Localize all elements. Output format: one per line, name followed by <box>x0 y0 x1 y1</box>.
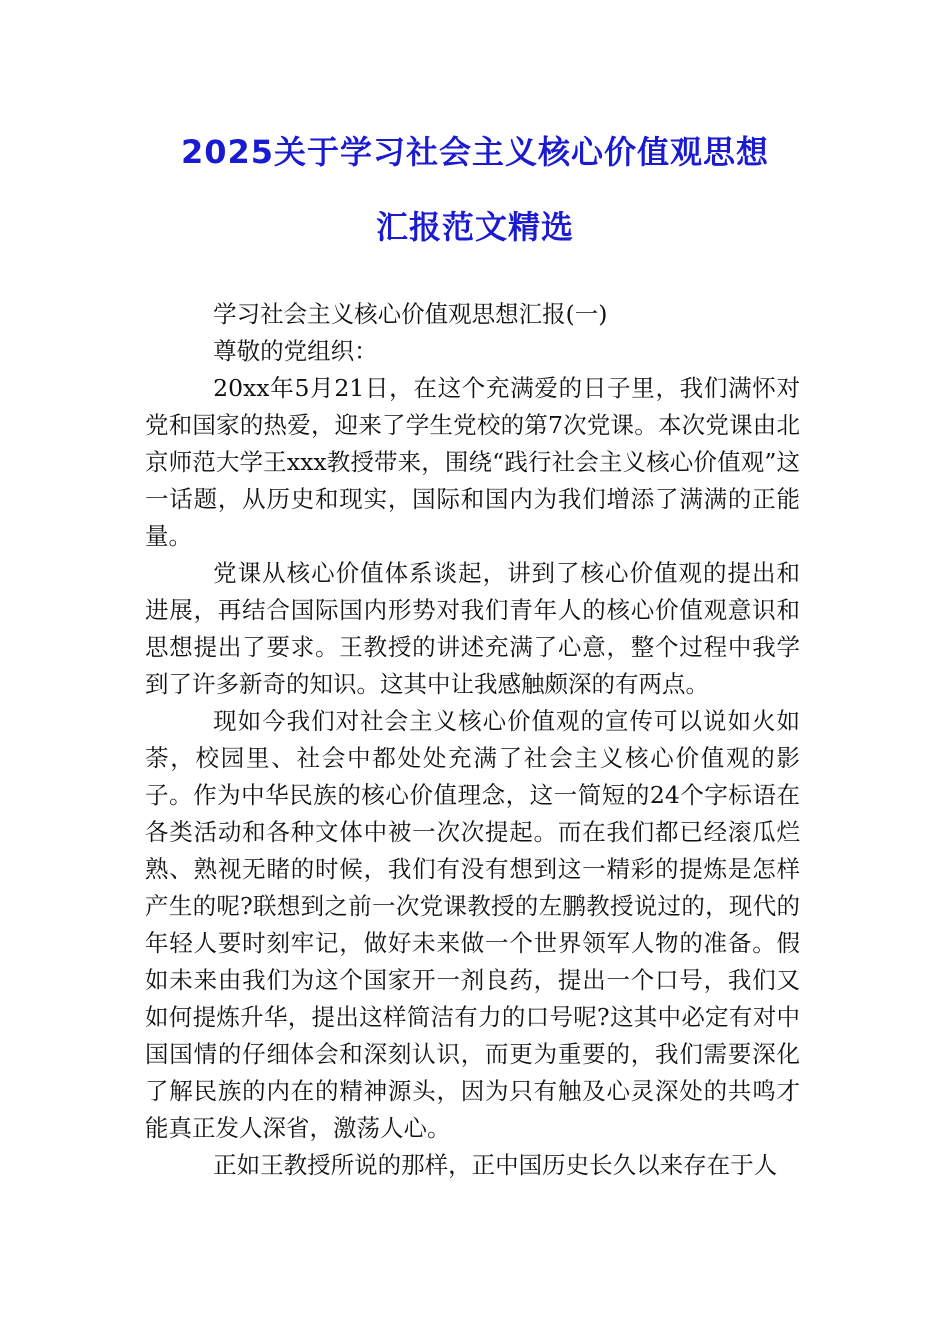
section-heading: 学习社会主义核心价值观思想汇报(一) <box>213 300 608 328</box>
document-title-line-2: 汇报范文精选 <box>375 208 574 246</box>
body-paragraph-2: 党课从核心价值体系谈起，讲到了核心价值观的提出和进展，再结合国际国内形势对我们青年人的核心价值观意识和思想提出了要求。王教授的讲述充满了心意，整个过程中我学到了许多新奇的知识。这其中让我感触颇深的有两点。 <box>145 559 800 698</box>
salutation: 尊敬的党组织： <box>213 337 378 365</box>
document-title-line-1: 2025关于学习社会主义核心价值观思想 <box>180 133 770 171</box>
body-paragraph-4: 正如王教授所说的那样，正中国历史长久以来存在于人 <box>213 1151 778 1179</box>
body-paragraph-3: 现如今我们对社会主义核心价值观的宣传可以说如火如荼，校园里、社会中都处处充满了社会主义核心价值观的影子。作为中华民族的核心价值理念，这一简短的24个字标语在各类活动和各种文体中被一次次提起。而在我们都已经滚瓜烂熟、熟视无睹的时候，我们有没有想到这一精彩的提炼是怎样产生的呢?联想到之前一次党课教授的左鹏教授说过的，现代的年轻人要时刻牢记，做好未来做一个世界领军人物的准备。假如未来由我们为这个国家开一剂良药，提出一个口号，我们又如何提炼升华，提出这样简洁有力的口号呢?这其中必定有对中国国情的仔细体会和深刻认识，而更为重要的，我们需要深化了解民族的内在的精神源头，因为只有触及心灵深处的共鸣才能真正发人深省，激荡人心。 <box>145 707 800 1142</box>
document-body <box>145 296 800 1184</box>
body-paragraph-1: 20xx年5月21日，在这个充满爱的日子里，我们满怀对党和国家的热爱，迎来了学生党校的第7次党课。本次党课由北京师范大学王xxx教授带来，围绕“践行社会主义核心价值观”这一话题，从历史和现实，国际和国内为我们增添了满满的正能量。 <box>145 374 800 550</box>
